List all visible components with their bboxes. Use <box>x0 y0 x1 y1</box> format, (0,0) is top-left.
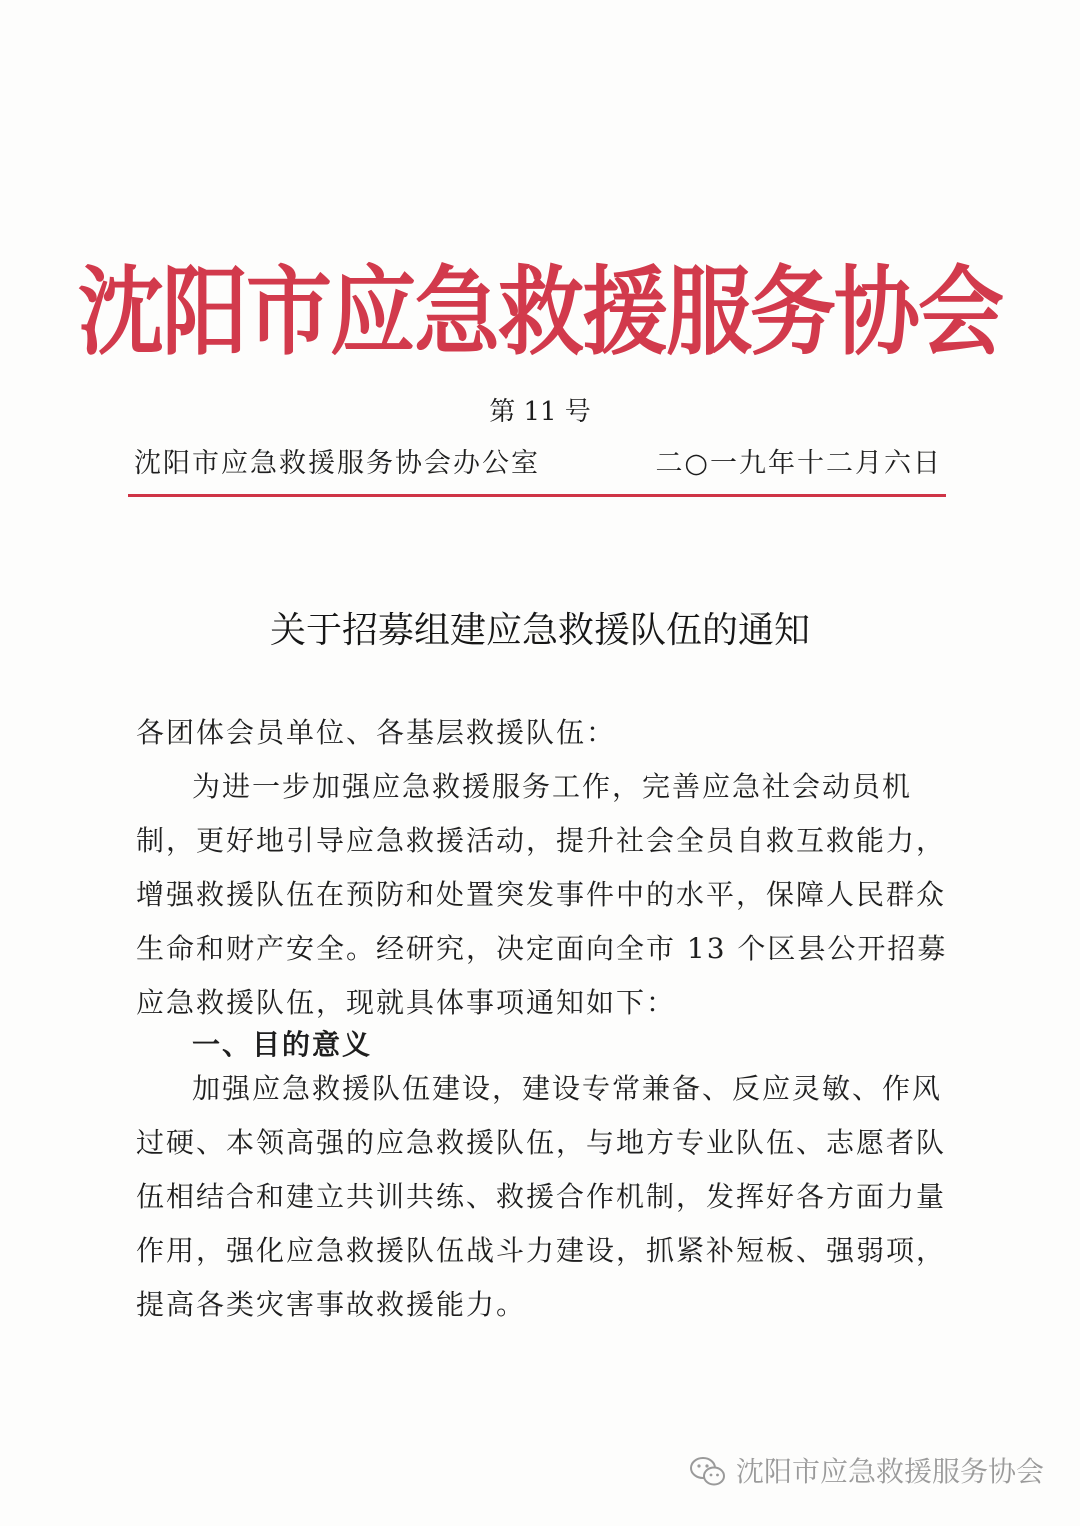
organization-header: 沈阳市应急救援服务协会 <box>78 257 1002 370</box>
issuer-office: 沈阳市应急救援服务协会办公室 <box>134 448 540 479</box>
section-heading: 一、目的意义 <box>192 1028 373 1061</box>
notice-title: 关于招募组建应急救援队伍的通知 <box>269 610 810 651</box>
body-paragraph: 为进一步加强应急救援服务工作，完善应急社会动员机制，更好地引导应急救援活动，提升社会全员自救互救能力，增强救援队伍在预防和处置突发事件中的水平，保障人民群众生命和财产安全。经研究，决定面向全市 13 个区县公开招募应急救援队伍，现就具体事项通知如下： <box>136 770 948 1019</box>
document-number: 第 11 号 <box>489 397 591 427</box>
red-divider-line <box>128 494 946 497</box>
wechat-icon <box>688 1455 728 1489</box>
issue-date: 二○一九年十二月六日 <box>655 448 942 479</box>
watermark-text: 沈阳市应急救援服务协会 <box>735 1455 1044 1488</box>
wechat-watermark <box>688 1452 1044 1492</box>
salutation: 各团体会员单位、各基层救援队伍： <box>136 716 617 749</box>
body-paragraph: 加强应急救援队伍建设，建设专常兼备、反应灵敏、作风过硬、本领高强的应急救援队伍，与地方专业队伍、志愿者队伍相结合和建立共训共练、救援合作机制，发挥好各方面力量作用，强化应急救援队伍战斗力建设，抓紧补短板、强弱项，提高各类灾害事故救援能力。 <box>136 1072 947 1321</box>
